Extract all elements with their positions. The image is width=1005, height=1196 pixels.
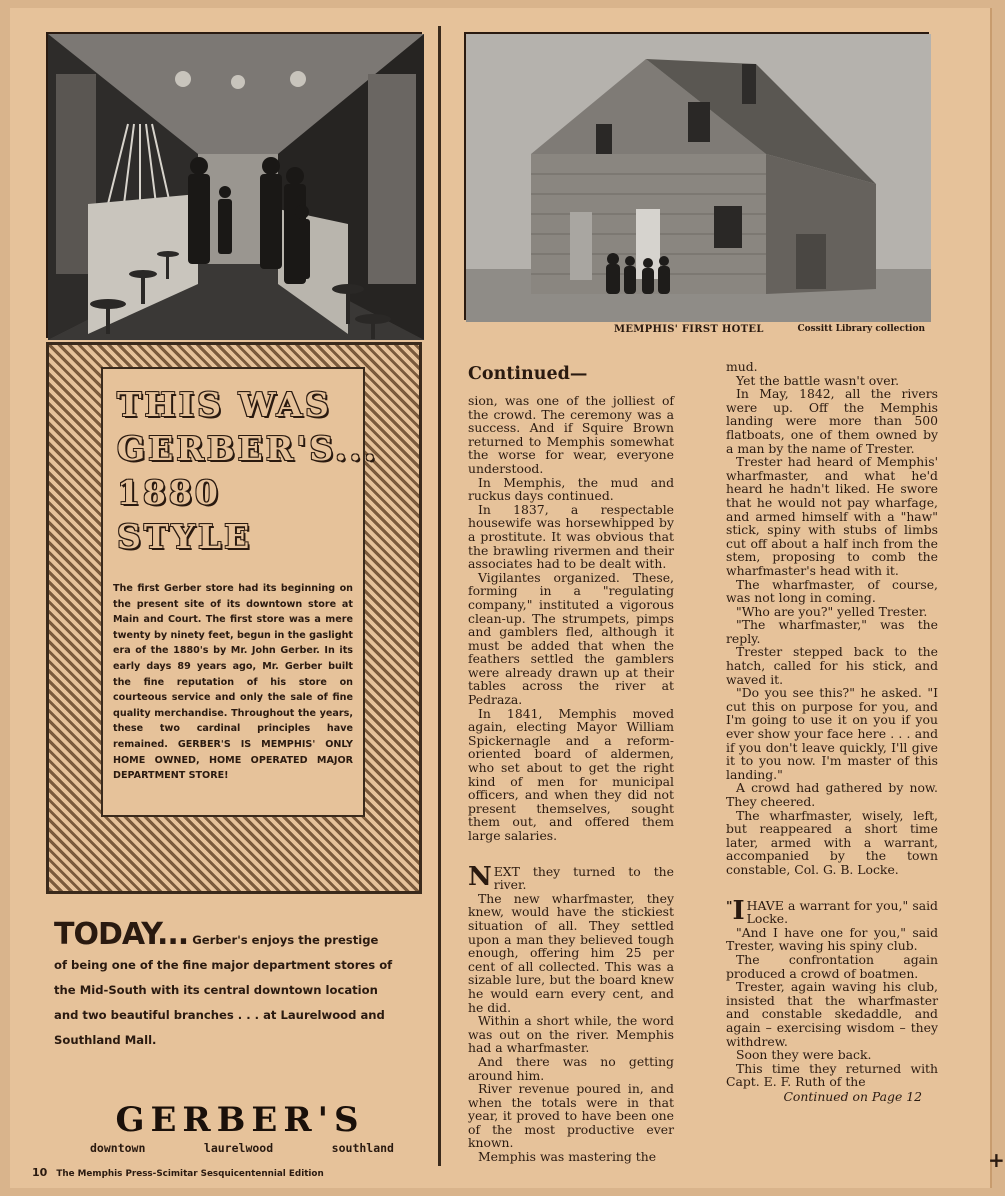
caption-title: MEMPHIS' FIRST HOTEL — [614, 324, 764, 335]
paragraph: The new wharfmaster, they knew, would have the stickiest situation of all. They settled upon a man they believed tough enough, offering him 25 per cent of all collected. This was a sizable lure, but the board knew he would earn every cent, and he did. — [468, 890, 674, 1015]
paragraph: River revenue poured in, and when the totals were in that year, it proved to have been one of the most productive ever known. — [468, 1081, 674, 1151]
paragraph: The wharfmaster, of course, was not long in coming. — [726, 576, 938, 606]
paragraph: Trester had heard of Memphis' wharfmaster, and what he'd heard he hadn't liked. He swore that he would not pay wharfage, and armed himself with a "haw" stick, spiny with stubs of limbs cut off about a half inch from the stem, proposing to comb the wharfmaster's head with it. — [726, 454, 938, 578]
paragraph: In Memphis, the mud and ruckus days continued. — [468, 474, 674, 504]
ad-headline-line-4: STYLE — [117, 517, 253, 556]
paragraph: "The wharfmaster," was the reply. — [726, 617, 938, 646]
drop-cap: N — [468, 861, 492, 892]
today-body: Gerber's enjoys the prestige of being one of the fine major department stores of the Mid-South with its central downtown location and two beautiful branches . . . at Laurelwood and Southland Mall. — [54, 933, 393, 1047]
hotel-photo — [464, 32, 929, 320]
paragraph: In May, 1842, all the rivers were up. Off the Memphis landing were more than 500 flatboats, one of them owned by a man by the name of Trester. — [726, 386, 938, 456]
paragraph: "Do you see this?" he asked. "I cut this on purpose for you, and I'm going to use it on you if you ever show your face here . . . and if you don't leave quickly, I'll give it to you now. I'm master of this landing." — [726, 685, 938, 782]
photo-caption — [464, 324, 929, 340]
paragraph: And there was no getting around him. — [468, 1053, 674, 1083]
paragraph: The confrontation again produced a crowd of boatmen. — [726, 951, 938, 981]
paragraph: A crowd had gathered by now. They cheered. — [726, 780, 938, 809]
paragraph: sion, was one of the jolliest of the crowd. The ceremony was a success. And if Squire Brown returned to Memphis somewhat the worse for wear, everyone understood. — [468, 393, 674, 476]
page-number: 10 — [32, 1166, 48, 1179]
store-interior-photo — [46, 32, 422, 338]
article-heading: Continued— — [468, 364, 588, 384]
registration-mark: + — [988, 1148, 1005, 1172]
paragraph: Soon they were back. — [736, 1047, 872, 1063]
article-column-1 — [468, 394, 674, 1164]
paragraph: Trester, again waving his club, insisted that the wharfmaster and constable skedaddle, and again – exercising wisdom – they withdrew. — [726, 979, 938, 1049]
ad-headline-line-3: 1880 — [117, 473, 221, 512]
dropcap-open-quote: " — [726, 897, 733, 913]
paragraph: Within a short while, the word was out on the river. Memphis had a wharfmaster. — [468, 1013, 674, 1056]
page-footer — [32, 1166, 324, 1179]
paragraph: The wharfmaster, wisely, left, but reappeared a short time later, armed with a warrant, accompanied by the town constable, Col. G. B. Locke. — [726, 807, 938, 877]
dropcap-paragraph — [468, 861, 674, 893]
dropcap-text: EXT they turned to the river. — [493, 863, 674, 893]
hotel-illustration — [466, 34, 931, 322]
ad-headline-line-1: THIS WAS — [117, 385, 332, 424]
gerbers-logo: GERBER'S — [115, 1100, 365, 1140]
paragraph: "Who are you?" yelled Trester. — [736, 603, 928, 619]
ad-headline-line-2: GERBER'S... — [117, 429, 379, 468]
drop-cap: I — [732, 895, 745, 926]
article-column-2 — [726, 360, 938, 1103]
paragraph: mud. — [726, 359, 758, 374]
store-interior-illustration — [48, 34, 424, 340]
branch-southland: southland — [331, 1141, 394, 1155]
caption-credit: Cossitt Library collection — [797, 324, 925, 334]
paragraph: This time they returned with Capt. E. F. Ruth of the — [726, 1060, 938, 1090]
dropcap-paragraph — [726, 895, 938, 927]
dropcap-text: HAVE a warrant for you," said Locke. — [746, 897, 938, 927]
paragraph: In 1837, a respectable housewife was horsewhipped by a prostitute. It was obvious that the brawling rivermen and their associates had to be dealt with. — [468, 501, 674, 572]
today-word: TODAY... — [54, 917, 189, 952]
paragraph: Vigilantes organized. These, forming in a "regulating company," instituted a vigorous clean-up. The strumpets, pimps and gamblers fled, although it must be added that when the feathers settled the gamblers were already drawn up at their tables across the river at Pedraza. — [468, 569, 674, 708]
branch-downtown: downtown — [90, 1141, 146, 1155]
ornate-ad-frame — [46, 342, 422, 894]
branch-laurelwood: laurelwood — [203, 1141, 274, 1155]
column-divider — [438, 26, 441, 1166]
newspaper-page — [10, 8, 1005, 1188]
paragraph: In 1841, Memphis moved again, electing Mayor William Spickernagle and a reform-oriented board of aldermen, who set about to get the right kind of men for municipal officers, and when they did not present themselves, sought them out, and offered them large salaries. — [468, 705, 674, 843]
paragraph: "And I have one for you," said Trester, waving his spiny club. — [726, 924, 938, 954]
paragraph: Yet the battle wasn't over. — [736, 372, 900, 388]
ad-inner-panel — [101, 367, 379, 817]
today-ad-text — [54, 917, 394, 1053]
paragraph: Memphis was mastering the — [478, 1149, 657, 1165]
paragraph: Trester stepped back to the hatch, called for his stick, and waved it. — [726, 644, 938, 687]
ad-body-text: The first Gerber store had its beginning on the present site of its downtown store at Main and Court. The first store was a mere twenty by ninety feet, begun in the gaslight era of the 1880's by Mr. John Gerber. In its early days 89 years ago, Mr. Gerber built the fine reputation of his store on courteous service and only the sale of fine quality merchandise. Throughout the years, these two cardinal principles have remained. GERBER'S IS MEMPHIS' ONLY HOME OWNED, HOME OPERATED MAJOR DEPARTMENT STORE! — [113, 583, 353, 782]
edition-name: The Memphis Press-Scimitar Sesquicentennial Edition — [56, 1169, 324, 1179]
store-branches — [90, 1141, 394, 1155]
continued-on-label: Continued on Page 12 — [783, 1088, 922, 1104]
